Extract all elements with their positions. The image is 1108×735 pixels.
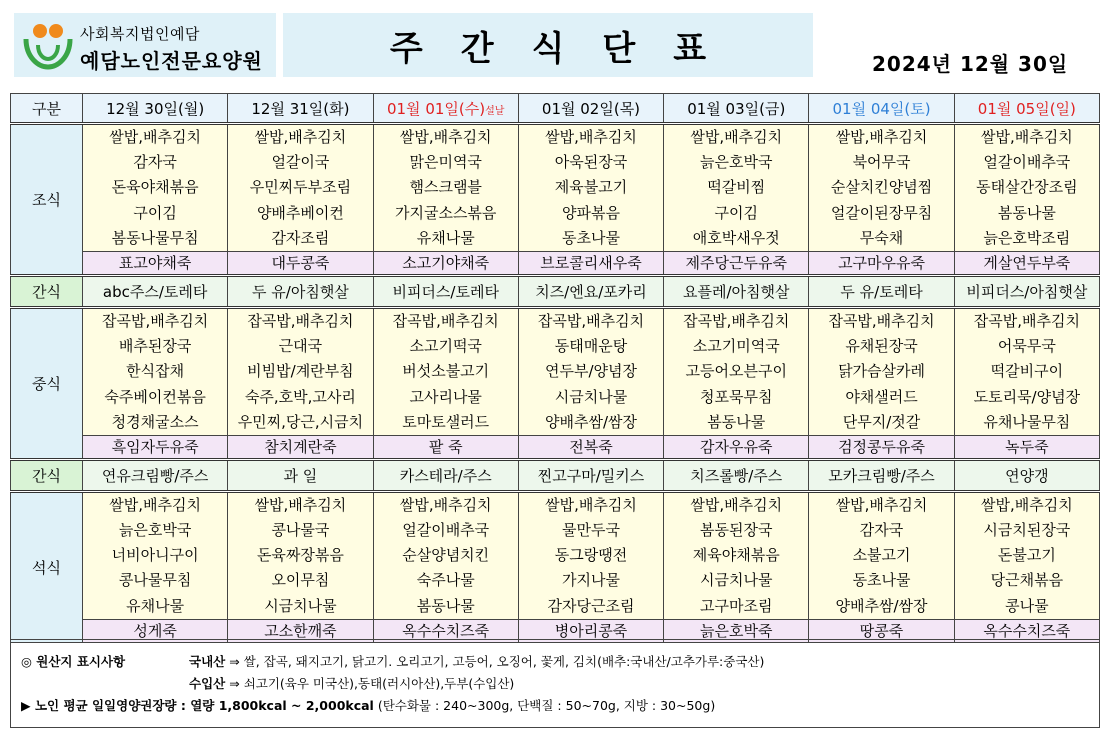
menu-cell — [954, 307, 1099, 435]
porridge-cell: 제주당근두유죽 — [664, 251, 809, 275]
menu-item: 양배추쌈/쌈장 — [835, 596, 928, 615]
menu-item: 양배추베이컨 — [256, 203, 344, 222]
menu-item: 유채나물무침 — [983, 412, 1071, 431]
menu-item: 너비아니구이 — [111, 546, 199, 565]
porridge-cell: 게살연두부죽 — [954, 251, 1099, 275]
menu-item: 시금치나물 — [264, 596, 337, 615]
menu-item: 양파볶음 — [562, 203, 620, 222]
menu-item: 아욱된장국 — [554, 153, 628, 172]
menu-item: 순살양념치킨 — [402, 546, 490, 565]
menu-item: 토마토샐러드 — [402, 412, 490, 431]
menu-item: 소고기떡국 — [409, 337, 482, 356]
domestic-label: 국내산 — [189, 654, 226, 669]
menu-item: 한식잡채 — [126, 362, 185, 381]
menu-item: 배추된장국 — [118, 337, 192, 356]
day-label: 01월 01일(수) — [386, 99, 486, 118]
arrow-icon: ⇒ — [229, 654, 240, 669]
snack-cell: 요플레/아침햇살 — [664, 275, 809, 307]
title-box — [283, 13, 813, 77]
menu-item: 제육야채볶음 — [692, 546, 780, 565]
menu-item: 애호박새우젓 — [692, 228, 780, 247]
menu-item: 봄동나물 — [416, 596, 475, 615]
menu-item: 쌀밥,배추김치 — [690, 495, 783, 514]
menu-item: 시금치나물 — [554, 387, 628, 406]
porridge-cell: 옥수수치즈죽 — [373, 619, 518, 642]
import-origin — [189, 674, 514, 692]
menu-item: 잡곡밥,배추김치 — [392, 311, 499, 330]
snack-cell: 두 유/토레타 — [809, 275, 954, 307]
day-header — [373, 94, 518, 124]
snack-label: 간식 — [11, 275, 83, 307]
menu-item: 쌀밥,배추김치 — [690, 128, 783, 146]
menu-item: 떡갈비구이 — [990, 362, 1064, 381]
menu-item: 맑은미역국 — [409, 153, 482, 172]
logo-box — [14, 13, 276, 77]
menu-cell — [954, 491, 1099, 619]
porridge-cell: 성게죽 — [83, 619, 228, 642]
menu-cell — [664, 124, 809, 252]
porridge-cell: 참치계란죽 — [228, 435, 373, 459]
menu-item: 콩나물 — [1005, 596, 1049, 615]
day-header-row — [11, 94, 1100, 124]
snack-cell: 연유크림빵/주스 — [83, 459, 228, 491]
snack-cell: 모카크림빵/주스 — [809, 459, 954, 491]
menu-item: 가지굴소스볶음 — [394, 203, 497, 222]
porridge-cell: 땅콩죽 — [809, 619, 954, 642]
lunch-porridge-row — [11, 435, 1100, 459]
menu-item: 콩나물무침 — [118, 571, 192, 590]
day-label: 01월 02일(목) — [541, 99, 641, 118]
snack2-row — [11, 459, 1100, 491]
menu-item: 쌀밥,배추김치 — [254, 495, 347, 514]
nutrition-text: (탄수화물 : 240~300g, 단백질 : 50~70g, 지방 : 30~50g) — [377, 698, 716, 713]
day-label: 01월 03일(금) — [687, 99, 786, 118]
breakfast-porridge-row — [11, 251, 1100, 275]
porridge-cell: 늙은호박죽 — [664, 619, 809, 642]
org-name-line1: 사회복지법인예담 — [80, 25, 200, 43]
menu-item: 햄스크램블 — [409, 178, 482, 197]
menu-item: 잡곡밥,배추김치 — [102, 311, 209, 330]
menu-item: 돈육짜장볶음 — [256, 546, 344, 565]
menu-item: 돈불고기 — [997, 546, 1056, 565]
menu-item: 유채나물 — [416, 228, 475, 247]
menu-item: 야채샐러드 — [845, 387, 918, 406]
menu-item: 잡곡밥,배추김치 — [828, 311, 935, 330]
menu-item: 쌀밥,배추김치 — [399, 495, 492, 514]
menu-item: 쌀밥,배추김치 — [399, 128, 492, 146]
snack-cell: 비피더스/아침햇살 — [954, 275, 1099, 307]
menu-item: 숙주,호박,고사리 — [244, 387, 356, 406]
menu-cell — [373, 491, 518, 619]
menu-item: 도토리묵/양념장 — [973, 387, 1081, 406]
snack-label: 간식 — [11, 459, 83, 491]
day-header — [809, 94, 954, 124]
porridge-cell: 팥 죽 — [373, 435, 518, 459]
snack-cell: 치즈/엔요/포카리 — [518, 275, 663, 307]
menu-item: 쌀밥,배추김치 — [254, 128, 347, 146]
menu-item: 얼갈이된장무침 — [830, 203, 933, 222]
logo-icon — [20, 17, 76, 73]
dinner-row — [11, 491, 1100, 619]
origin-title: ◎ 원산지 표시사항 — [21, 654, 126, 669]
nutrition-note — [21, 696, 715, 714]
snack-cell: 찐고구마/밀키스 — [518, 459, 663, 491]
menu-item: 동초나물 — [562, 228, 620, 247]
breakfast-row — [11, 124, 1100, 252]
menu-item: 봄동나물 — [997, 203, 1056, 222]
porridge-cell: 옥수수치즈죽 — [954, 619, 1099, 642]
day-header — [664, 94, 809, 124]
weekly-menu-table — [10, 93, 1100, 643]
menu-item: 쌀밥,배추김치 — [109, 495, 201, 514]
menu-item: 양배추쌈/쌈장 — [544, 412, 637, 431]
nutrition-title: ▶ 노인 평균 일일영양권장량 : 열량 1,800kcal ~ 2,000kcal — [21, 698, 374, 713]
menu-item: 무숙채 — [859, 228, 904, 247]
menu-cell — [518, 124, 663, 252]
menu-item: 감자조림 — [271, 228, 330, 247]
menu-item: 쌀밥,배추김치 — [835, 128, 928, 146]
menu-item: 순살치킨양념찜 — [830, 178, 933, 197]
porridge-cell: 고소한깨죽 — [228, 619, 373, 642]
day-header — [518, 94, 663, 124]
menu-item: 우민찌두부조림 — [249, 178, 352, 197]
menu-item: 시금치된장국 — [983, 521, 1071, 540]
menu-cell — [518, 491, 663, 619]
menu-item: 얼갈이배추국 — [402, 521, 490, 540]
menu-cell — [664, 491, 809, 619]
menu-item: 동초나물 — [852, 571, 911, 590]
domestic-text: 쌀, 잡곡, 돼지고기, 닭고기. 오리고기, 고등어, 오징어, 꽃게, 김치(배추:국내산/고추가루:중국산) — [243, 654, 765, 669]
menu-item: 연두부/양념장 — [544, 362, 637, 381]
snack-cell: 치즈롤빵/주스 — [664, 459, 809, 491]
porridge-cell: 흑임자두유죽 — [83, 435, 228, 459]
menu-item: 쌀밥,배추김치 — [835, 495, 928, 514]
menu-item: 단무지/젓갈 — [842, 412, 921, 431]
menu-item: 버섯소불고기 — [402, 362, 490, 381]
porridge-cell: 녹두죽 — [954, 435, 1099, 459]
porridge-cell: 검정콩두유죽 — [809, 435, 954, 459]
menu-item: 구이김 — [714, 203, 758, 222]
menu-item: 봄동나물 — [707, 412, 766, 431]
import-text: 쇠고기(육우 미국산),동태(러시아산),두부(수입산) — [243, 676, 515, 691]
menu-item: 제육불고기 — [554, 178, 628, 197]
menu-item: 감자당근조림 — [547, 596, 635, 615]
menu-item: 물만두국 — [562, 521, 620, 540]
menu-item: 쌀밥,배추김치 — [545, 495, 637, 514]
menu-item: 고구마조림 — [700, 596, 773, 615]
porridge-cell: 표고야채죽 — [83, 251, 228, 275]
snack-cell: 비피더스/토레타 — [373, 275, 518, 307]
arrow-icon: ⇒ — [229, 676, 240, 691]
porridge-cell: 병아리콩죽 — [518, 619, 663, 642]
menu-cell — [809, 307, 954, 435]
porridge-cell: 전복죽 — [518, 435, 663, 459]
menu-item: 늙은호박국 — [118, 521, 192, 540]
domestic-origin — [189, 652, 764, 670]
menu-item: 가지나물 — [562, 571, 620, 590]
menu-item: 동태살간장조림 — [976, 178, 1078, 197]
holiday-label: 설날 — [485, 105, 505, 117]
snack1-row — [11, 275, 1100, 307]
page-title: 주간식단표 — [389, 28, 745, 69]
day-header — [83, 94, 228, 124]
porridge-cell: 브로콜리새우죽 — [518, 251, 663, 275]
menu-cell — [228, 124, 373, 252]
day-header — [954, 94, 1099, 124]
menu-cell — [664, 307, 809, 435]
menu-cell — [83, 124, 228, 252]
snack-cell: 카스테라/주스 — [373, 459, 518, 491]
menu-item: 북어무국 — [852, 153, 911, 172]
menu-item: 잡곡밥,배추김치 — [537, 311, 645, 330]
menu-item: 숙주나물 — [416, 571, 475, 590]
menu-item: 닭가슴살카레 — [838, 362, 926, 381]
menu-item: 떡갈비찜 — [707, 178, 766, 197]
lunch-row — [11, 307, 1100, 435]
porridge-cell: 감자우유죽 — [664, 435, 809, 459]
menu-item: 우민찌,당근,시금치 — [237, 412, 364, 431]
menu-item: 감자국 — [133, 153, 177, 172]
footer-notes — [10, 639, 1100, 728]
menu-item: 잡곡밥,배추김치 — [973, 311, 1080, 330]
menu-cell — [954, 124, 1099, 252]
menu-item: 쌀밥,배추김치 — [980, 128, 1073, 146]
porridge-cell: 고구마우유죽 — [809, 251, 954, 275]
menu-item: 유채된장국 — [845, 337, 918, 356]
menu-item: 비빔밥/계란부침 — [247, 362, 354, 381]
meal-label: 중식 — [11, 307, 83, 459]
menu-item: 숙주베이컨볶음 — [104, 387, 206, 406]
day-label: 12월 30일(월) — [106, 99, 205, 118]
menu-cell — [83, 307, 228, 435]
menu-item: 동태매운탕 — [554, 337, 628, 356]
menu-cell — [228, 491, 373, 619]
day-label: 01월 05일(일) — [977, 99, 1076, 118]
meal-label: 조식 — [11, 124, 83, 276]
menu-cell — [809, 491, 954, 619]
menu-item: 늙은호박조림 — [983, 228, 1071, 247]
menu-item: 어묵무국 — [997, 337, 1056, 356]
menu-cell — [373, 124, 518, 252]
menu-item: 돈육야채볶음 — [111, 178, 199, 197]
menu-item: 근대국 — [278, 337, 323, 356]
day-header — [228, 94, 373, 124]
menu-item: 소고기미역국 — [692, 337, 780, 356]
menu-cell — [809, 124, 954, 252]
snack-cell: 연양갱 — [954, 459, 1099, 491]
menu-cell — [228, 307, 373, 435]
day-label: 01월 04일(토) — [832, 99, 931, 118]
menu-item: 오이무침 — [271, 571, 330, 590]
menu-item: 고등어오븐구이 — [685, 362, 787, 381]
menu-item: 감자국 — [859, 521, 904, 540]
menu-item: 콩나물국 — [271, 521, 330, 540]
snack-cell: 두 유/아침햇살 — [228, 275, 373, 307]
menu-item: 구이김 — [133, 203, 177, 222]
menu-item: 청경채굴소스 — [111, 412, 199, 431]
menu-item: 봄동된장국 — [700, 521, 773, 540]
org-name-line2: 예담노인전문요양원 — [80, 49, 263, 73]
menu-item: 얼갈이국 — [271, 153, 330, 172]
day-label: 12월 31일(화) — [251, 99, 350, 118]
menu-item: 청포묵무침 — [700, 387, 773, 406]
snack-cell: abc주스/토레타 — [83, 275, 228, 307]
menu-cell — [373, 307, 518, 435]
meal-label: 석식 — [11, 491, 83, 642]
menu-item: 당근채볶음 — [990, 571, 1064, 590]
menu-item: 쌀밥,배추김치 — [545, 128, 637, 146]
menu-item: 잡곡밥,배추김치 — [683, 311, 790, 330]
menu-cell — [83, 491, 228, 619]
menu-item: 시금치나물 — [700, 571, 773, 590]
menu-item: 얼갈이배추국 — [983, 153, 1071, 172]
menu-cell — [518, 307, 663, 435]
porridge-cell: 대두콩죽 — [228, 251, 373, 275]
menu-item: 쌀밥,배추김치 — [109, 128, 201, 146]
corner-label: 구분 — [11, 94, 83, 124]
import-label: 수입산 — [189, 676, 226, 691]
menu-item: 동그랑땡전 — [554, 546, 628, 565]
menu-item: 유채나물 — [126, 596, 185, 615]
menu-item: 늙은호박국 — [700, 153, 773, 172]
snack-cell: 과 일 — [228, 459, 373, 491]
porridge-cell: 소고기야채죽 — [373, 251, 518, 275]
menu-item: 쌀밥,배추김치 — [980, 495, 1073, 514]
menu-item: 잡곡밥,배추김치 — [247, 311, 354, 330]
menu-item: 고사리나물 — [409, 387, 482, 406]
menu-item: 봄동나물무침 — [111, 228, 199, 247]
menu-date: 2024년 12월 30일 — [872, 52, 1069, 76]
menu-item: 소불고기 — [852, 546, 911, 565]
